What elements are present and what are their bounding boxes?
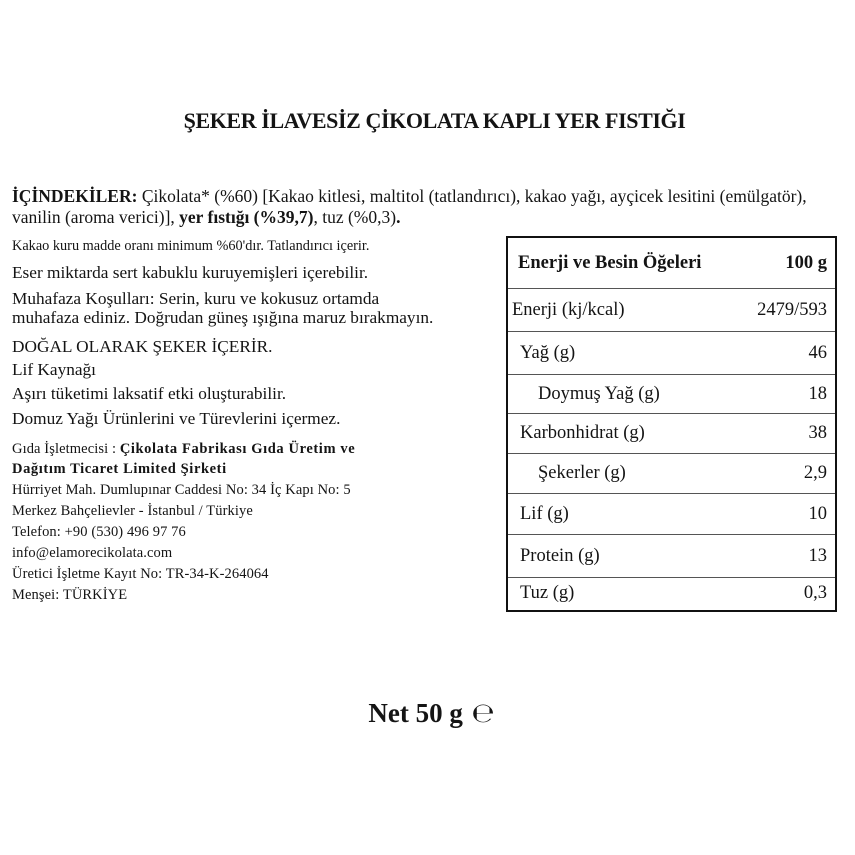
row-label: Enerji (kj/kcal)	[512, 299, 625, 320]
natural-sugar-note: DOĞAL OLARAK ŞEKER İÇERİR.	[12, 337, 273, 356]
ingredients-text-1: Çikolata* (%60) [Kakao kitlesi, maltitol (tatlandırıcı), kakao yağı, ayçicek lesitini (emülgatör), vanilin (aroma verici)],	[12, 186, 807, 227]
row-value: 46	[808, 342, 827, 363]
storage-line-2: muhafaza ediniz. Doğrudan güneş ışığına maruz bırakmayın.	[12, 308, 434, 327]
nutrition-header-row	[508, 238, 835, 288]
address-line-2: Merkez Bahçelievler - İstanbul / Türkiye	[12, 503, 253, 519]
email: info@elamorecikolata.com	[12, 545, 173, 561]
row-label: Lif (g)	[520, 503, 569, 524]
origin: Menşei: TÜRKİYE	[12, 587, 128, 603]
storage-line-1: Muhafaza Koşulları: Serin, kuru ve kokusuz ortamda	[12, 289, 380, 308]
producer-label: Gıda İşletmecisi :	[12, 441, 120, 457]
ingredients-label: İÇİNDEKİLER:	[12, 186, 138, 206]
row-label: Şekerler (g)	[538, 463, 626, 483]
row-value: 38	[808, 423, 827, 443]
row-value: 18	[808, 383, 827, 404]
net-weight	[0, 698, 855, 729]
nutrition-row-carbohydrate	[508, 413, 835, 453]
row-label: Yağ (g)	[520, 342, 576, 363]
nutrition-row-energy	[508, 288, 835, 331]
nutrition-table	[506, 236, 837, 612]
ingredients-end: .	[396, 207, 401, 227]
producer-line-2	[12, 461, 227, 478]
nutrition-row-protein	[508, 534, 835, 577]
phone: Telefon: +90 (530) 496 97 76	[12, 524, 186, 540]
row-value: 2479/593	[757, 299, 827, 320]
ingredients-peanut: yer fıstığı (%39,7)	[179, 207, 314, 227]
cocoa-note: Kakao kuru madde oranı minimum %60'dır. Tatlandırıcı içerir.	[12, 238, 370, 254]
registration-number: Üretici İşletme Kayıt No: TR-34-K-264064	[12, 566, 269, 582]
row-value: 0,3	[803, 583, 827, 603]
pork-note: Domuz Yağı Ürünlerini ve Türevlerini içermez.	[12, 409, 341, 428]
row-value: 2,9	[803, 463, 827, 483]
laxative-warning: Aşırı tüketimi laksatif etki oluşturabilir.	[12, 384, 287, 403]
nutrition-row-salt	[508, 577, 835, 609]
ingredients-text-2: , tuz (%0,3)	[313, 207, 397, 227]
row-value: 10	[808, 503, 827, 524]
estimated-sign-icon: ℮	[471, 698, 495, 729]
nutrition-row-fat	[508, 331, 835, 374]
nutrition-row-fiber	[508, 493, 835, 534]
row-value: 13	[808, 545, 827, 566]
nut-warning: Eser miktarda sert kabuklu kuruyemişleri içerebilir.	[12, 263, 369, 282]
row-label: Tuz (g)	[520, 583, 575, 603]
net-weight-label: Net 50 g	[368, 698, 463, 728]
fiber-note: Lif Kaynağı	[12, 360, 96, 379]
ingredients-block	[12, 186, 842, 228]
row-label: Karbonhidrat (g)	[520, 423, 645, 443]
producer-name-1: Çikolata Fabrikası Gıda Üretim ve	[119, 441, 356, 457]
nutrition-row-sugars	[508, 453, 835, 493]
nutrition-row-saturated-fat	[508, 374, 835, 413]
nutrition-header-unit: 100 g	[785, 252, 827, 273]
address-line-1: Hürriyet Mah. Dumlupınar Caddesi No: 34 İç Kapı No: 5	[12, 482, 351, 498]
producer-line-1	[12, 441, 355, 458]
row-label: Doymuş Yağ (g)	[538, 383, 660, 404]
product-title: ŞEKER İLAVESİZ ÇİKOLATA KAPLI YER FISTIĞI	[183, 108, 686, 133]
nutrition-header-label: Enerji ve Besin Öğeleri	[518, 252, 702, 273]
row-label: Protein (g)	[520, 545, 600, 566]
producer-name-2: Dağıtım Ticaret Limited Şirketi	[12, 461, 227, 477]
